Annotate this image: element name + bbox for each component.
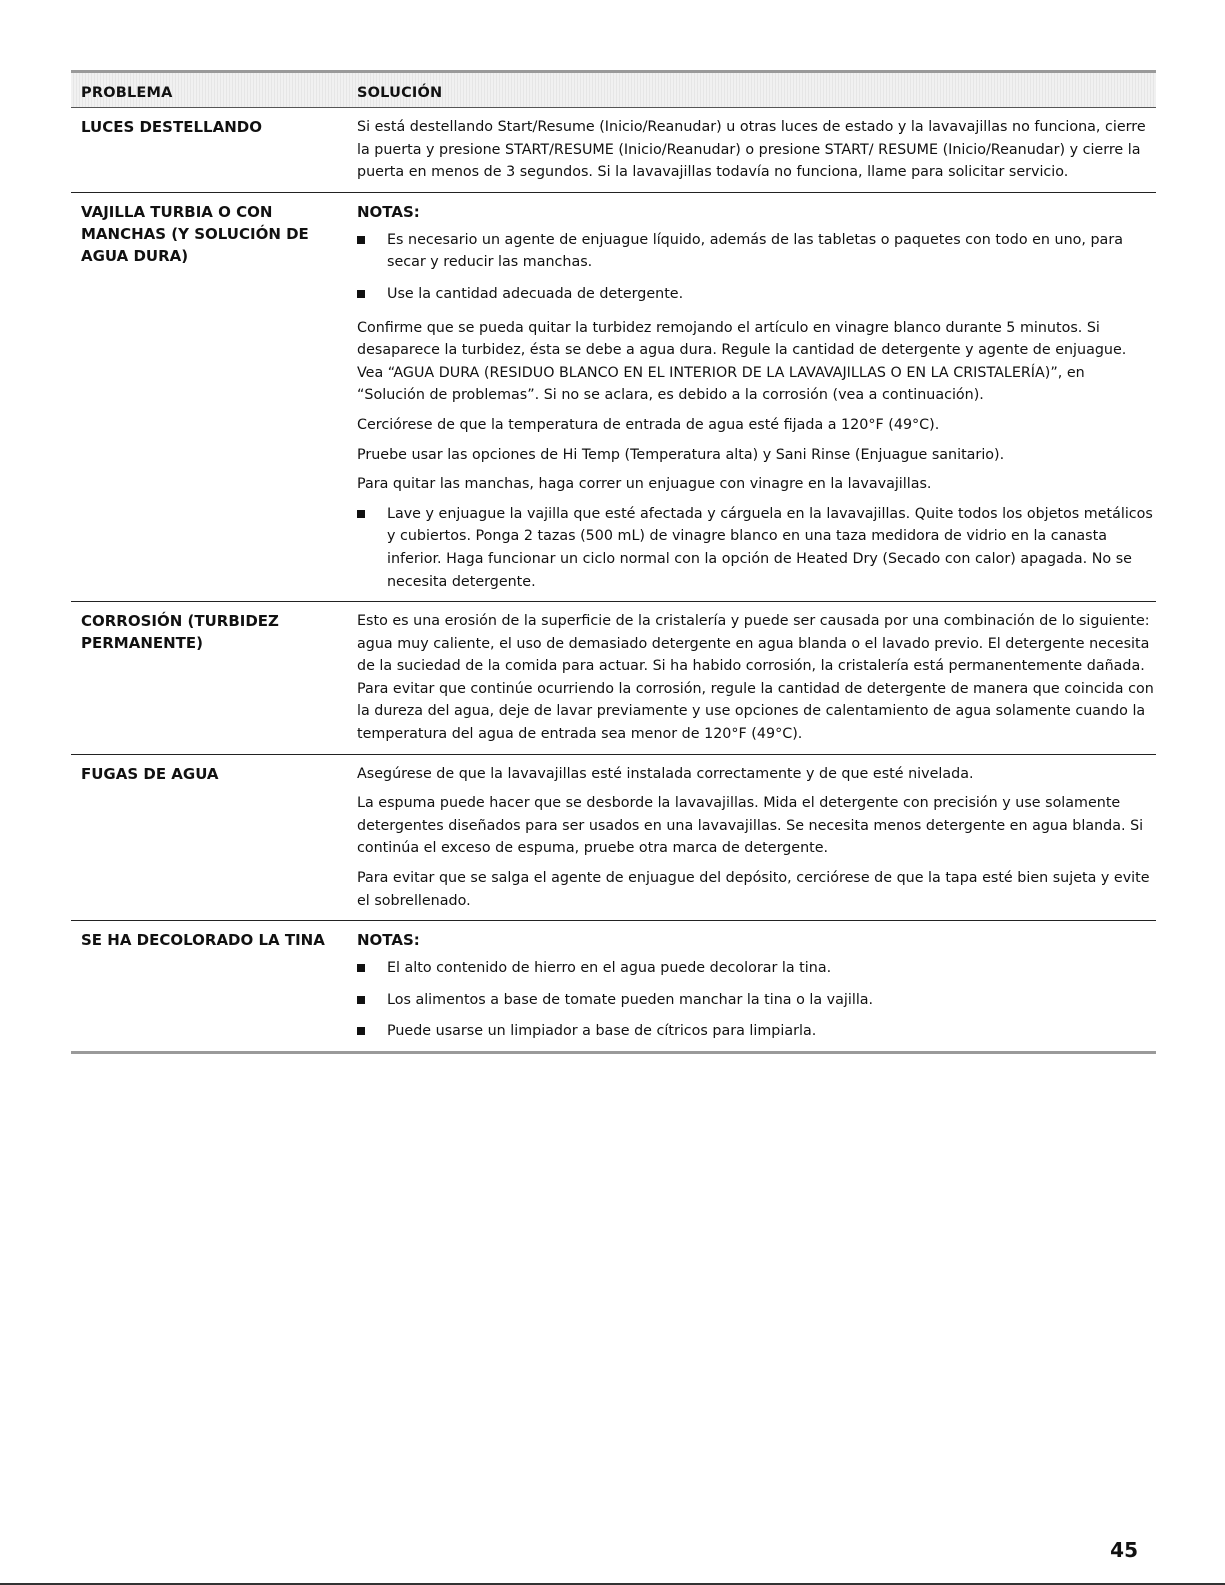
table-row (71, 921, 1156, 1054)
bullet-item (357, 989, 1156, 1012)
solution-cell (357, 610, 1156, 746)
problem-label: CORROSIÓN (TURBIDEZ PERMANENTE) (81, 612, 279, 653)
table-row (71, 108, 1156, 193)
solution-cell (357, 763, 1156, 913)
bullet-item (357, 229, 1156, 274)
bullet-item (357, 1020, 1156, 1043)
table-row (71, 602, 1156, 755)
solution-paragraph: Cerciórese de que la temperatura de entrada de agua esté fijada a 120°F (49°C). (357, 416, 940, 433)
bullet-text: Es necesario un agente de enjuague líquido, además de las tabletas o paquetes con todo en uno, para secar y reducir las manchas. (387, 231, 1123, 271)
solution-cell (357, 201, 1156, 593)
table-header (71, 70, 1156, 108)
header-solution: SOLUCIÓN (357, 85, 443, 101)
header-problem: PROBLEMA (81, 85, 173, 101)
problem-label: VAJILLA TURBIA O CON MANCHAS (Y SOLUCIÓN DE AGUA DURA) (81, 202, 309, 265)
solution-paragraph: Para quitar las manchas, haga correr un enjuague con vinagre en la lavavajillas. (357, 476, 932, 493)
square-bullet-icon (357, 236, 365, 244)
page-number: 45 (1110, 1538, 1138, 1562)
solution-cell (357, 116, 1156, 184)
square-bullet-icon (357, 964, 365, 972)
solution-cell (357, 929, 1156, 1043)
table-row (71, 193, 1156, 602)
bullet-text: Lave y enjuague la vajilla que esté afectada y cárguela en la lavavajillas. Quite todos los objetos metálicos y cubiertos. Ponga 2 tazas (500 mL) de vinagre blanco en una taza medidora de vidrio en la canasta inferior. Haga funcionar un ciclo normal con la opción de Heated Dry (Secado con calor) apagada. No se necesita detergente. (387, 505, 1153, 590)
solution-paragraph: Si está destellando Start/Resume (Inicio/Reanudar) u otras luces de estado y la lavavajillas no funciona, cierre la puerta y presione START/RESUME (Inicio/Reanudar) o presione START/ RESUME (Inicio/Reanudar) y cierre la puerta en menos de 3 segundos. Si la lavavajillas todavía no funciona, llame para solicitar servicio. (357, 119, 1146, 181)
bullet-text: Puede usarse un limpiador a base de cítricos para limpiarla. (387, 1023, 817, 1040)
square-bullet-icon (357, 510, 365, 518)
bullet-item (357, 283, 1156, 306)
bullet-item (357, 957, 1156, 980)
bullet-text: El alto contenido de hierro en el agua puede decolorar la tina. (387, 960, 832, 977)
solution-paragraph: Pruebe usar las opciones de Hi Temp (Temperatura alta) y Sani Rinse (Enjuague sanitario). (357, 446, 1005, 463)
table-row (71, 755, 1156, 922)
notes-title: NOTAS: (357, 202, 420, 221)
square-bullet-icon (357, 290, 365, 298)
problem-label: SE HA DECOLORADO LA TINA (81, 931, 325, 950)
problem-label: LUCES DESTELLANDO (81, 118, 262, 136)
problem-label: FUGAS DE AGUA (81, 764, 219, 783)
notes-title: NOTAS: (357, 931, 420, 950)
solution-paragraph: La espuma puede hacer que se desborde la lavavajillas. Mida el detergente con precisión y use solamente detergentes diseñados para ser usados en una lavavajillas. Se necesita menos detergente en agua blanda. Si continúa el exceso de espuma, pruebe otra marca de detergente. (357, 795, 1144, 857)
troubleshooting-table (71, 70, 1156, 1054)
bullet-text: Los alimentos a base de tomate pueden manchar la tina o la vajilla. (387, 991, 874, 1008)
bullet-item (357, 503, 1156, 593)
solution-paragraph: Asegúrese de que la lavavajillas esté instalada correctamente y de que esté nivelada. (357, 765, 974, 782)
bullet-text: Use la cantidad adecuada de detergente. (387, 285, 684, 302)
square-bullet-icon (357, 996, 365, 1004)
solution-paragraph: Esto es una erosión de la superficie de la cristalería y puede ser causada por una combinación de lo siguiente: agua muy caliente, el uso de demasiado detergente en agua blanda o el lavado previo. El detergente necesita de la suciedad de la comida para actuar. Si ha habido corrosión, la cristalería está permanentemente dañada. Para evitar que continúe ocurriendo la corrosión, regule la cantidad de detergente de manera que coincida con la dureza del agua, deje de lavar previamente y use opciones de calentamiento de agua solamente cuando la temperatura del agua de entrada sea menor de 120°F (49°C). (357, 613, 1154, 743)
square-bullet-icon (357, 1027, 365, 1035)
solution-paragraph: Para evitar que se salga el agente de enjuague del depósito, cerciórese de que la tapa esté bien sujeta y evite el sobrellenado. (357, 870, 1150, 909)
solution-paragraph: Confirme que se pueda quitar la turbidez remojando el artículo en vinagre blanco durante 5 minutos. Si desaparece la turbidez, ésta se debe a agua dura. Regule la cantidad de detergente y agente de enjuague. Vea “AGUA DURA (RESIDUO BLANCO EN EL INTERIOR DE LA LAVAVAJILLAS O EN LA CRISTALERÍA)”, en “Solución de problemas”. Si no se aclara, es debido a la corrosión (vea a continuación). (357, 319, 1127, 404)
